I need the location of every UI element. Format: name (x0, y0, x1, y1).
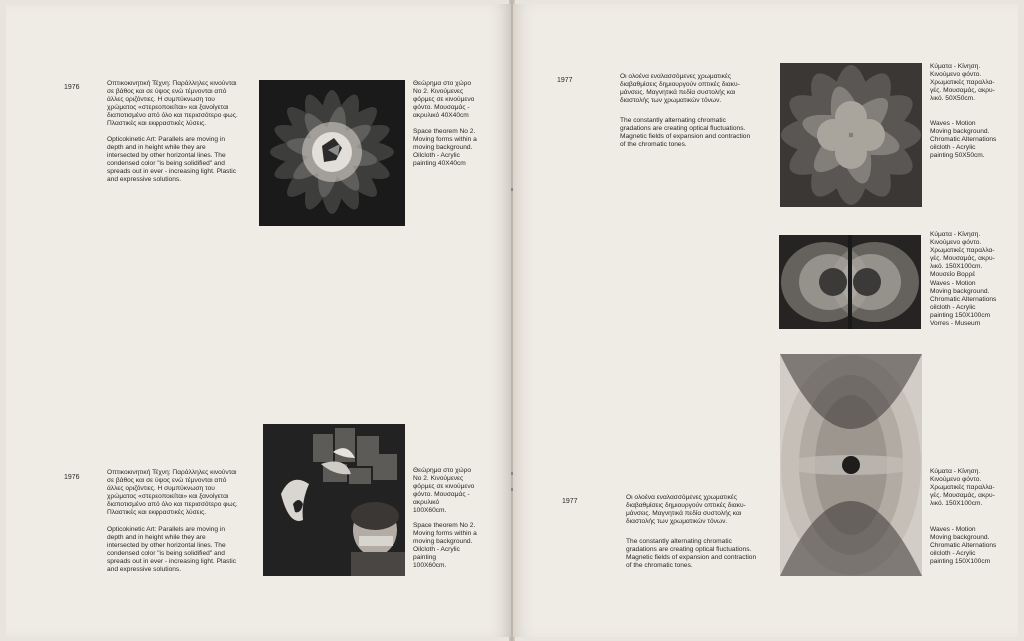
greek-description: Οι ολοένα εναλασσόμενες χρωματικές διαβαθμίσεις δημιουργούν οπτικές διακυ- μάνσεις. Μαγνητικά πεδία συστολής και διαστολής των χρωματικών τόνων. (626, 494, 746, 526)
english-description: The constantly alternating chromatic gradations are creating optical fluctuations. Magnetic fields of expansion and contraction of the chromatic tones. (620, 117, 751, 149)
artwork-waves-vertical (780, 354, 922, 576)
english-description: The constantly alternating chromatic gradations are creating optical fluctuations. Magnetic fields of expansion and contraction of the chromatic tones. (626, 538, 757, 570)
artwork-caption-greek: Κύματα - Κίνηση. Κινούμενο φόντο. Χρωματικές παραλλα- γές. Μουσαμάς, ακρυ- λικό. 50Χ50cm. (930, 63, 995, 103)
artwork-caption-english: Waves - Motion Moving background. Chromatic Alternations oilcloth - Acrylic painting 150X100cm (930, 526, 997, 566)
artwork-caption-greek: Κύματα - Κίνηση. Κινούμενο φόντο. Χρωματικές παραλλα- γές. Μουσαμάς, ακρυ- λικό. 150Χ100cm. Μουσείο Βορρέ (930, 231, 995, 279)
artwork-waves-oval (779, 235, 921, 329)
artwork-caption-greek: Θεώρημα στο χώρο Νο 2. Κινούμενες φόρμες σε κινούμενο φόντο. Μουσαμάς - ακρυλικό 40Χ40cm (413, 80, 475, 120)
year-label: 1976 (64, 474, 80, 481)
english-description: Opticokinetic Art: Parallels are moving in depth and in height while they are intersected by other horizontal lines. The condensed color "is being solidified" and spreads out in ever - increasing light. Plastic and expressive solutions. (107, 526, 237, 574)
greek-description: Οπτικοκινητική Τέχνη: Παράλληλες κινούνται σε βάθος και σε ύψος ενώ τέμνονται από άλλες οριζόντιες. Η συμπύκνωση του χρώματος «στερεοποιείται» και ξανοίγεται διαποτισμένο από όλο και περισσότερο φως. Πλαστικές και εκφραστικές λύσεις. (107, 80, 238, 128)
english-description: Opticokinetic Art: Parallels are moving in depth and in height while they are intersected by other horizontal lines. The condensed color "is being solidified" and spreads out in ever - increasing light. Plastic and expressive solutions. (107, 136, 237, 184)
artwork-caption-english: Space theorem No 2. Moving forms within a moving background. Oilcloth - Acrylic painting 40X40cm (413, 128, 477, 168)
artwork-caption-english: Waves - Motion Moving background. Chromatic Alternations oilcloth - Acrylic painting 150X100cm Vorres - Museum (930, 280, 997, 328)
year-label: 1977 (562, 498, 578, 505)
artwork-waves-flower (780, 63, 922, 207)
year-label: 1976 (64, 84, 80, 91)
left-page (6, 4, 511, 637)
photo-artist-with-painting (263, 424, 405, 576)
year-label: 1977 (557, 77, 573, 84)
artwork-space-theorem-top (259, 80, 405, 226)
artwork-caption-greek: Θεώρημα στο χώρο Νο 2. Κινούμενες φόρμες σε κινούμενο φόντο. Μουσαμάς - ακρυλικό 100Χ60cm. (413, 467, 475, 515)
artwork-caption-english: Waves - Motion Moving background. Chromatic Alternations oilcloth - Acrylic painting 50X50cm. (930, 120, 997, 160)
greek-description: Οι ολοένα εναλασσόμενες χρωματικές διαβαθμίσεις δημιουργούν οπτικές διακυ- μάνσεις. Μαγνητικά πεδία συστολής και διαστολής των χρωματικών τόνων. (620, 73, 740, 105)
right-page (513, 4, 1018, 637)
greek-description: Οπτικοκινητική Τέχνη: Παράλληλες κινούνται σε βάθος και σε ύψος ενώ τέμνονται από άλλες οριζόντιες. Η συμπύκνωση του χρώματος «στερεοποιείται» και ξανοίγεται διαποτισμένο από όλο και περισσότερο φως. Πλαστικές και εκφραστικές λύσεις. (107, 469, 238, 517)
artwork-caption-greek: Κύματα - Κίνηση. Κινούμενο φόντο. Χρωματικές παραλλα- γές. Μουσαμάς, ακρυ- λικό. 150Χ100cm. (930, 468, 995, 508)
artwork-caption-english: Space theorem No 2. Moving forms within a moving background. Oilcloth - Acrylic painting 100X60cm. (413, 522, 477, 570)
